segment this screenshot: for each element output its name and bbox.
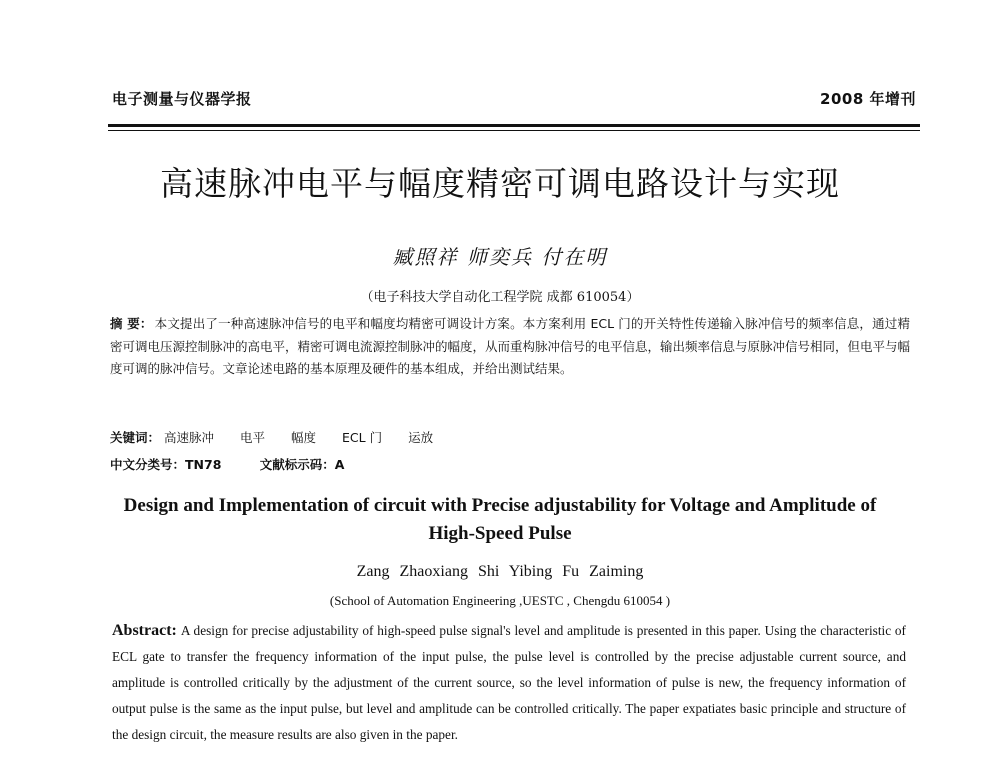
running-header — [112, 88, 916, 109]
abstract-en-text: A design for precise adjustability of high-speed pulse signal's level and amplitude is presented in this paper. Using the characteristic of ECL gate to transfer the frequency information of the input pulse, the pulse level is controlled by the precise adjustable current source, and amplitude is controlled critically by the adjustment of the current source, so the level information of pulse is new, the frequency information of output pulse is the same as the input pulse, but level and amplitude can be controlled critically. The paper expatiates basic principle and structure of the design circuit, the measure results are also given in the paper. — [112, 623, 906, 742]
affiliation-cn: （电子科技大学自动化工程学院 成都 610054） — [360, 290, 640, 305]
paper-title-cn: 高速脉冲电平与幅度精密可调电路设计与实现 — [160, 164, 840, 203]
abstract-cn — [110, 313, 910, 381]
abstract-en-label: Abstract: — [112, 622, 177, 639]
issue-label: 2008 年增刊 — [820, 90, 916, 108]
keyword: 运放 — [408, 430, 434, 445]
abstract-cn-label: 摘 要： — [110, 316, 153, 331]
keywords-cn-label: 关键词： — [110, 430, 161, 445]
abstract-cn-text: 本文提出了一种高速脉冲信号的电平和幅度均精密可调设计方案。本方案利用 ECL 门的开关特性传递输入脉冲信号的频率信息，通过精密可调电压源控制脉冲的高电平，精密可调电流源控制脉冲的幅度，从而重构脉冲信号的电平信息，输出频率信息与原脉冲信号相同，但电平与幅度可调的脉冲信号。文章论述电路的基本原理及硬件的基本组成，并给出测试结果。 — [110, 316, 911, 376]
keyword: ECL 门 — [342, 430, 383, 445]
keyword: 幅度 — [291, 430, 317, 445]
affiliation-en: (School of Automation Engineering ,UESTC , Chengdu 610054 ) — [329, 593, 671, 608]
clc-label: 中文分类号： — [110, 457, 186, 472]
keyword: 电平 — [240, 430, 266, 445]
clc-value: TN78 — [185, 457, 222, 472]
paper-title-en: Design and Implementation of circuit with Precise adjustability for Voltage and Amplitude of High-Speed Pulse — [123, 495, 877, 544]
classification-line — [110, 454, 910, 477]
abstract-en — [112, 618, 906, 748]
doc-code-label: 文献标示码： — [259, 457, 335, 472]
keyword: 高速脉冲 — [164, 430, 215, 445]
keywords-cn — [110, 427, 910, 450]
journal-name: 电子测量与仪器学报 — [112, 90, 252, 108]
authors-cn: 臧照祥 师奕兵 付在明 — [392, 245, 608, 269]
header-rule-thin — [108, 130, 920, 131]
doc-code-value: A — [334, 457, 345, 472]
header-rule-thick — [108, 124, 920, 127]
authors-en: Zang Zhaoxiang Shi Yibing Fu Zaiming — [356, 563, 644, 580]
